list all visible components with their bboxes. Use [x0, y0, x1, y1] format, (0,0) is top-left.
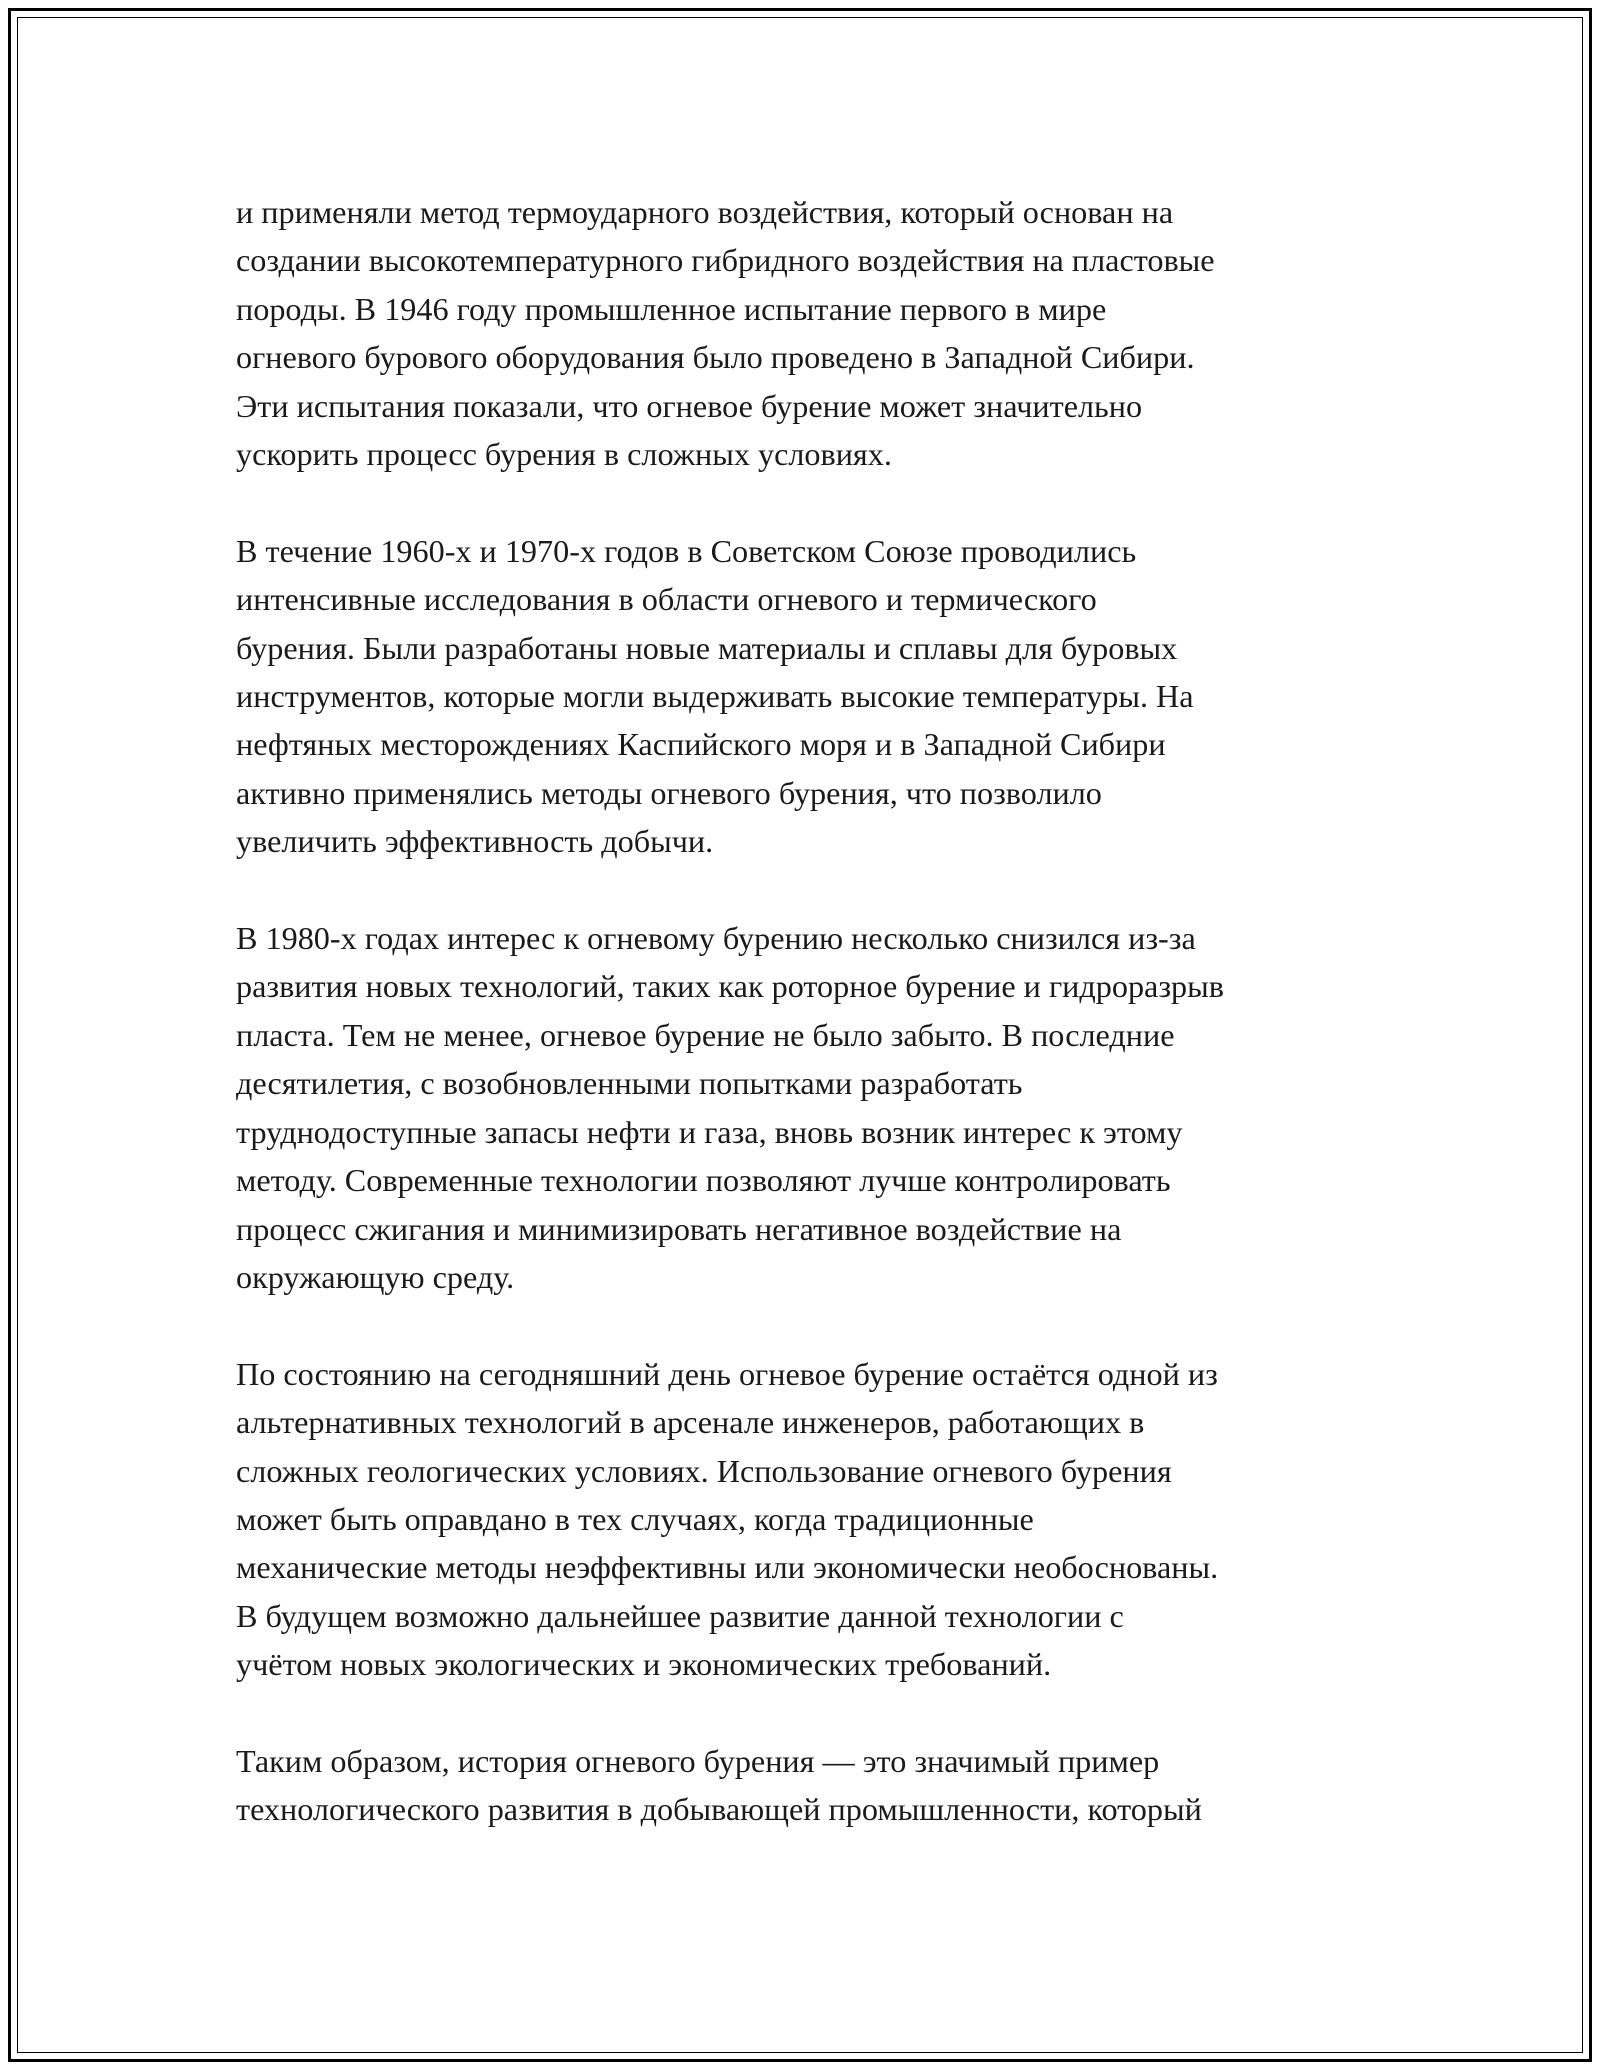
text-line: В будущем возможно дальнейшее развитие данной технологии с	[236, 1597, 1124, 1634]
text-line: десятилетия, с возобновленными попытками разработать	[236, 1065, 1023, 1102]
text-line: механические методы неэффективны или экономически необоснованы.	[236, 1549, 1219, 1586]
text-line: По состоянию на сегодняшний день огневое бурение остаётся одной из	[236, 1355, 1218, 1392]
text-line: труднодоступные запасы нефти и газа, вновь возник интерес к этому	[236, 1113, 1183, 1150]
text-line: Эти испытания показали, что огневое бурение может значительно	[236, 387, 1143, 424]
text-line: развития новых технологий, таких как роторное бурение и гидроразрыв	[236, 968, 1224, 1005]
text-line: создании высокотемпературного гибридного воздействия на пластовые	[236, 242, 1215, 279]
text-line: альтернативных технологий в арсенале инженеров, работающих в	[236, 1404, 1145, 1441]
text-line: огневого бурового оборудования было проведено в Западной Сибири.	[236, 339, 1195, 376]
text-line: бурения. Были разработаны новые материалы и сплавы для буровых	[236, 629, 1178, 666]
text-line: методу. Современные технологии позволяют лучше контролировать	[236, 1162, 1171, 1199]
document-body	[236, 188, 1366, 1882]
paragraph-3	[236, 914, 1366, 1301]
text-line: окружающую среду.	[236, 1258, 515, 1295]
paragraph-1	[236, 188, 1366, 478]
text-line: и применяли метод термоударного воздействия, который основан на	[236, 194, 1174, 230]
text-line: учётом новых экологических и экономических требований.	[236, 1646, 1052, 1683]
text-line: нефтяных месторождениях Каспийского моря и в Западной Сибири	[236, 726, 1166, 763]
paragraph-4	[236, 1350, 1366, 1689]
text-line: инструментов, которые могли выдерживать высокие температуры. На	[236, 678, 1194, 715]
text-line: интенсивные исследования в области огневого и термического	[236, 581, 1097, 618]
text-line: увеличить эффективность добычи.	[236, 823, 714, 860]
text-line: В течение 1960-х и 1970-х годов в Советском Союзе проводились	[236, 532, 1137, 569]
text-line: В 1980-х годах интерес к огневому бурению несколько снизился из-за	[236, 920, 1196, 957]
text-line: процесс сжигания и минимизировать негативное воздействие на	[236, 1210, 1122, 1247]
paragraph-5	[236, 1737, 1366, 1834]
text-line: технологического развития в добывающей промышленности, который	[236, 1791, 1202, 1828]
text-line: ускорить процесс бурения в сложных условиях.	[236, 436, 892, 473]
text-line: может быть оправдано в тех случаях, когда традиционные	[236, 1500, 1034, 1537]
text-line: породы. В 1946 году промышленное испытание первого в мире	[236, 290, 1107, 327]
paragraph-2	[236, 527, 1366, 866]
text-line: сложных геологических условиях. Использование огневого бурения	[236, 1452, 1172, 1489]
text-line: активно применялись методы огневого бурения, что позволило	[236, 774, 1102, 811]
text-line: Таким образом, история огневого бурения — это значимый пример	[236, 1742, 1160, 1779]
text-line: пласта. Тем не менее, огневое бурение не было забыто. В последние	[236, 1016, 1175, 1053]
